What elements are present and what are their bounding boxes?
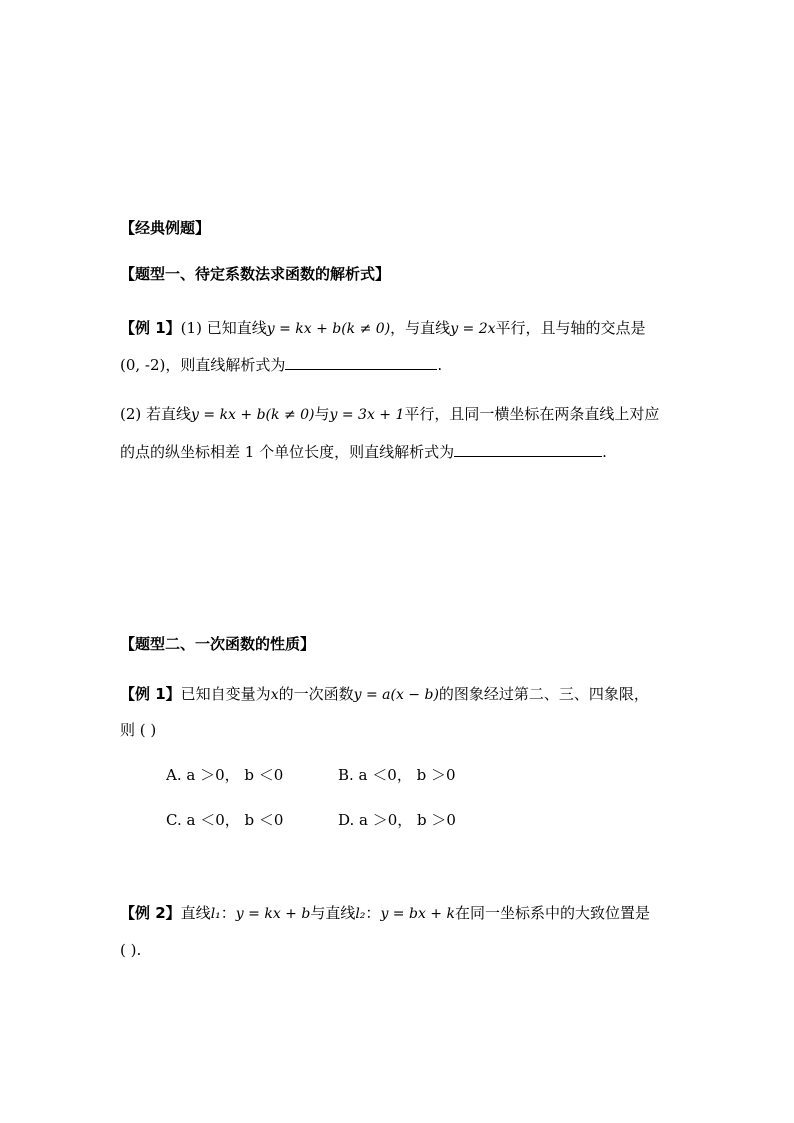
part2-text-c: 平行，且同一横坐标在两条直线上对应 <box>404 405 660 423</box>
ex2-equation-1: y = kx + b <box>235 906 311 922</box>
part2-text-a: (2) 若直线 <box>120 405 192 423</box>
section-title: 【经典例题】 <box>120 219 211 237</box>
type1-ex1-label: 【例 1】 <box>120 319 181 337</box>
type2-ex1-line1 <box>120 682 649 706</box>
part1-text-b: ，与直线 <box>390 319 451 337</box>
option-b[interactable]: B. a ＜0， b ＞0 <box>338 766 456 784</box>
answer-blank-2[interactable] <box>454 442 602 457</box>
ex2-line-l2: l₂ <box>355 906 366 922</box>
ex2-colon-2: ： <box>365 904 381 922</box>
ex1-text-c: 的图象经过第二、三、四象限， <box>438 685 649 703</box>
ex2-text-c: 在同一坐标系中的大致位置是 <box>454 904 650 922</box>
ex1-text-a: 已知自变量为 <box>180 685 271 703</box>
option-a[interactable]: A. a ＞0， b ＜0 <box>166 766 284 784</box>
part2-text-line2: 的点的纵坐标相差 1 个单位长度，则直线解析式为 <box>120 443 455 461</box>
ex1-equation: y = a(x − b) <box>353 687 439 703</box>
part1-equation-1: y = kx + b(k ≠ 0) <box>266 321 391 337</box>
part1-text-c: 平行，且与轴的交点是 <box>495 319 646 337</box>
part1-text-a: (1) 已知直线 <box>180 319 267 337</box>
answer-blank-1[interactable] <box>285 355 437 370</box>
part2-equation-1: y = kx + b(k ≠ 0) <box>191 407 315 423</box>
part2-end: . <box>602 443 607 461</box>
option-d[interactable]: D. a ＞0， b ＞0 <box>338 811 456 829</box>
type1-ex1-line1 <box>120 316 646 340</box>
type1-ex1-part2-line2 <box>120 440 607 464</box>
part2-equation-2: y = 3x + 1 <box>329 407 405 423</box>
type1-ex1-part2-line1 <box>120 402 659 426</box>
ex1-variable: x <box>270 687 279 703</box>
ex1-text-b: 的一次函数 <box>278 685 354 703</box>
type1-ex1-line2 <box>120 353 442 377</box>
part1-text-line2: (0, -2)，则直线解析式为 <box>120 356 286 374</box>
type2-title: 【题型二、一次函数的性质】 <box>120 635 316 653</box>
type1-title: 【题型一、待定系数法求函数的解析式】 <box>120 265 391 283</box>
ex2-text-a: 直线 <box>180 904 211 922</box>
ex2-text-b: 与直线 <box>310 904 356 922</box>
type2-ex2-label: 【例 2】 <box>120 904 181 922</box>
ex2-equation-2: y = bx + k <box>380 906 455 922</box>
option-c[interactable]: C. a ＜0， b ＜0 <box>166 811 284 829</box>
ex2-line-l1: l₁ <box>210 906 221 922</box>
type2-ex1-label: 【例 1】 <box>120 685 181 703</box>
type2-ex2-line2: ( ). <box>120 941 142 959</box>
type2-ex2-line1 <box>120 901 650 925</box>
part1-equation-2: y = 2x <box>450 321 496 337</box>
type2-ex1-line2: 则 ( ) <box>120 721 157 739</box>
ex2-colon-1: ： <box>220 904 236 922</box>
part2-text-b: 与 <box>314 405 330 423</box>
part1-end: . <box>437 356 443 374</box>
